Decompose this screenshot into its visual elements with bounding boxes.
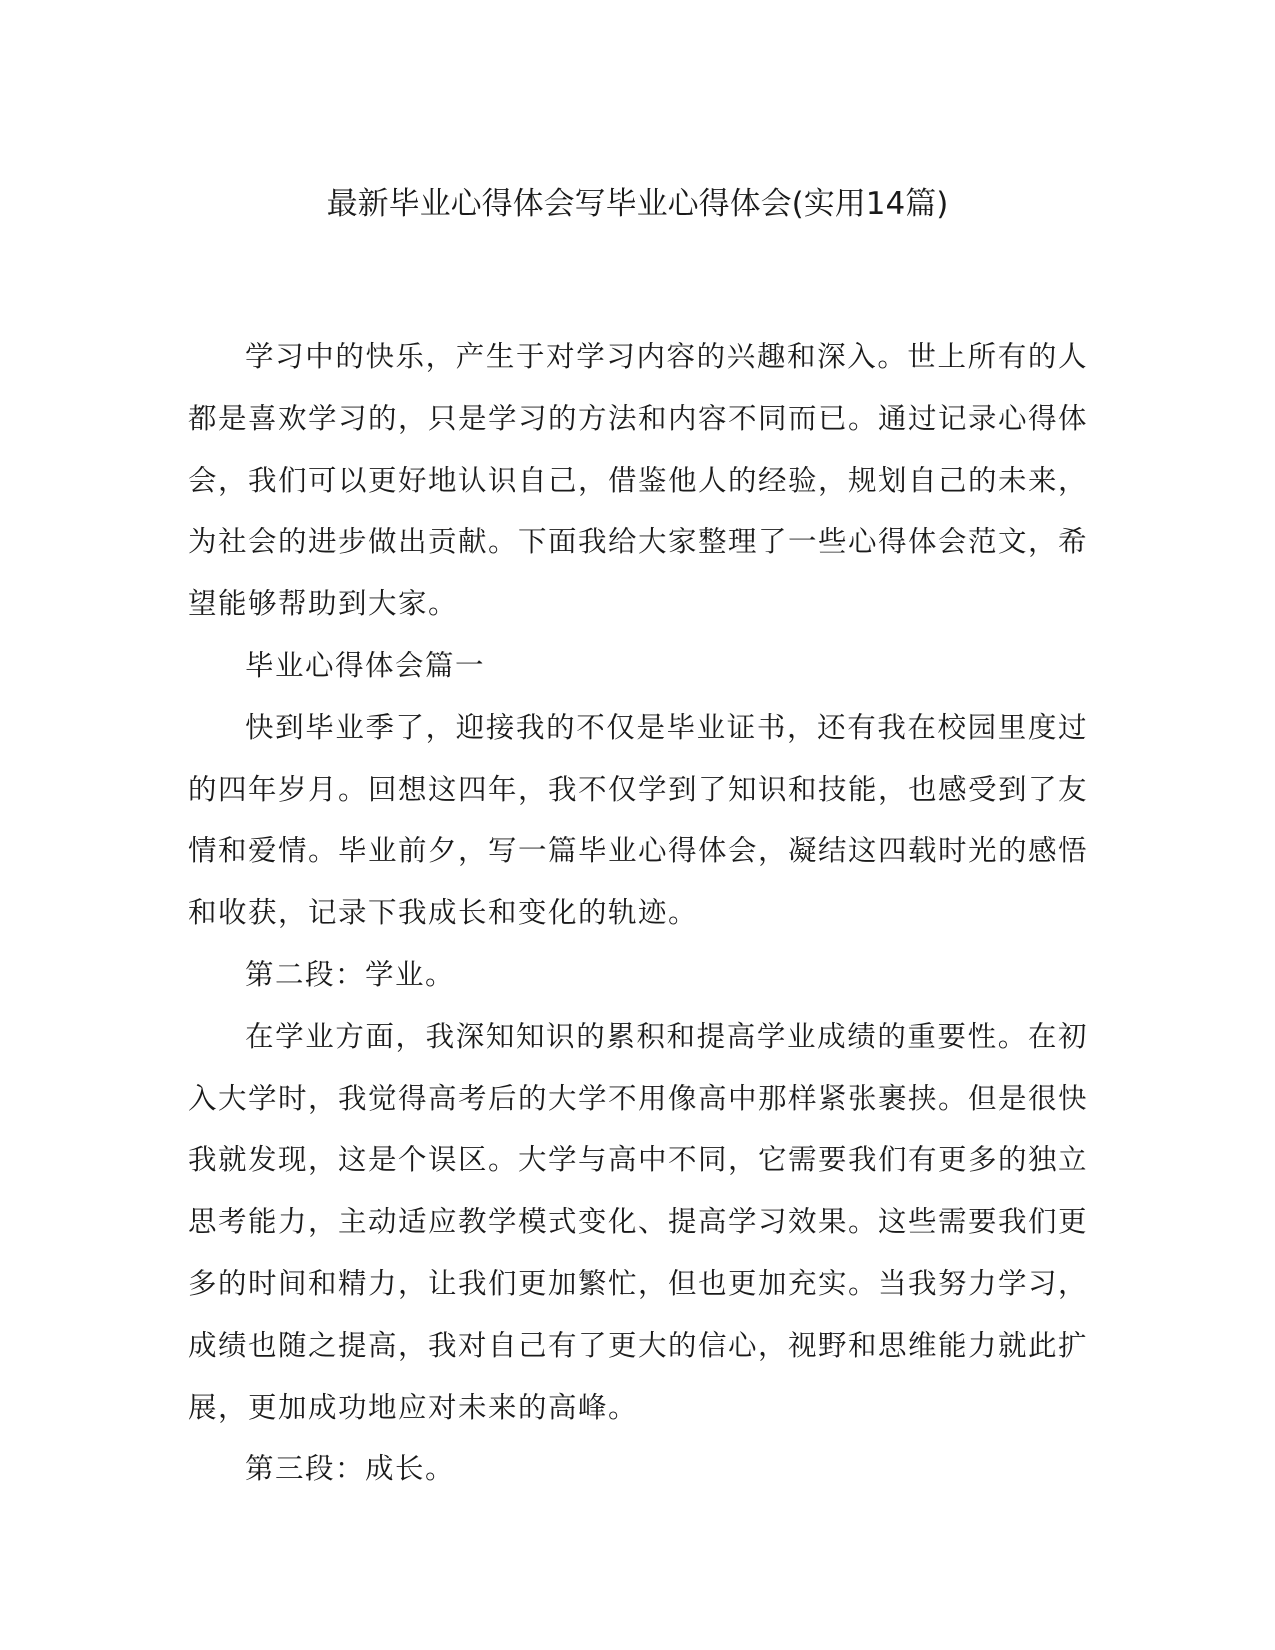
intro-paragraph: 学习中的快乐，产生于对学习内容的兴趣和深入。世上所有的人都是喜欢学习的，只是学习的方法和内容不同而已。通过记录心得体会，我们可以更好地认识自己，借鉴他人的经验，规划自己的未来，为社会的进步做出贡献。下面我给大家整理了一些心得体会范文，希望能够帮助到大家。 xyxy=(188,340,1089,621)
section-heading: 第三段：成长。 xyxy=(245,1452,456,1486)
document-title: 最新毕业心得体会写毕业心得体会(实用14篇) xyxy=(326,186,949,222)
body-paragraph: 在学业方面，我深知知识的累积和提高学业成绩的重要性。在初入大学时，我觉得高考后的大学不用像高中那样紧张裹挟。但是很快我就发现，这是个误区。大学与高中不同，它需要我们有更多的独立思考能力，主动适应教学模式变化、提高学习效果。这些需要我们更多的时间和精力，让我们更加繁忙，但也更加充实。当我努力学习，成绩也随之提高，我对自己有了更大的信心，视野和思维能力就此扩展，更加成功地应对未来的高峰。 xyxy=(188,1019,1089,1424)
section-heading: 第二段：学业。 xyxy=(245,957,456,991)
section-heading: 毕业心得体会篇一 xyxy=(245,648,486,682)
body-paragraph: 快到毕业季了，迎接我的不仅是毕业证书，还有我在校园里度过的四年岁月。回想这四年，我不仅学到了知识和技能，也感受到了友情和爱情。毕业前夕，写一篇毕业心得体会，凝结这四载时光的感悟和收获，记录下我成长和变化的轨迹。 xyxy=(188,710,1089,930)
document-body xyxy=(188,326,1088,1500)
